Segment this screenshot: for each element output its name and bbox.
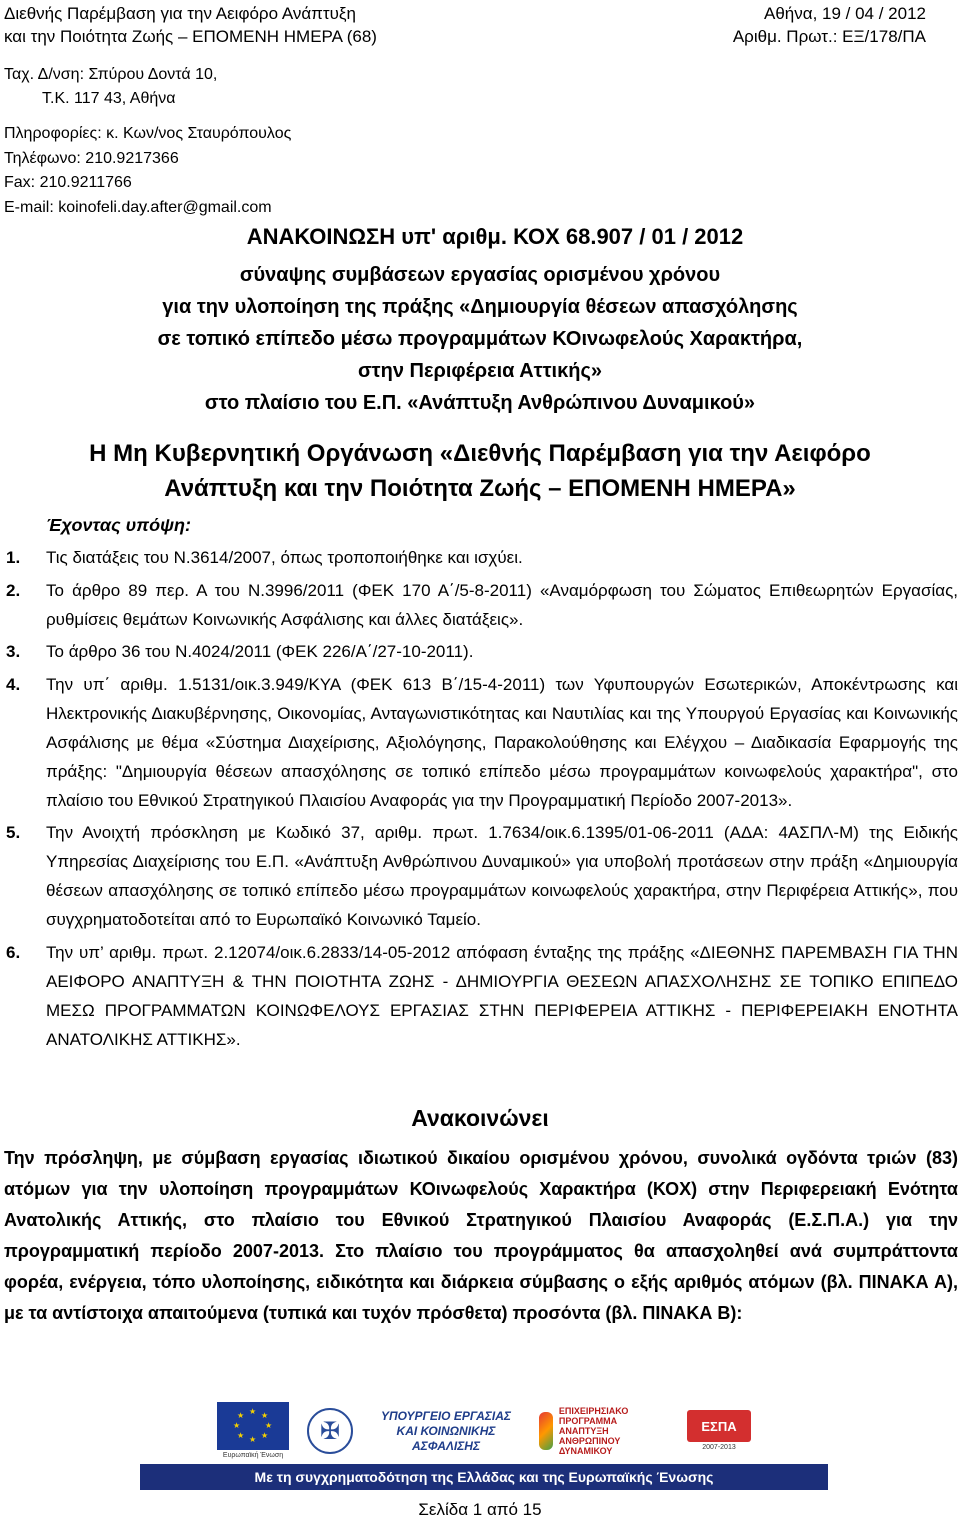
announcement-title-prefix: ΑΝΑΚΟΙΝΩΣΗ υπ' αριθμ. [246, 224, 507, 249]
subtitle-line3: σε τοπικό επίπεδο μέσω προγραμμάτων ΚΟινωφελούς Χαρακτήρα, [157, 328, 803, 350]
announcement-body: Την πρόσληψη, με σύμβαση εργασίας ιδιωτικού δικαίου ορισμένου χρόνου, συνολικά ογδόντα τριών (83) ατόμων για την υλοποίηση προγραμμάτων ΚΟινωφελούς Χαρακτήρα (ΚΟΧ) στην Περιφερειακή Ενότητα Ανατολικής Αττικής, στο πλαίσιο του Εθνικού Στρατηγικού Πλαισίου Αναφοράς (Ε.Σ.Π.Α.) για την προγραμματική περίοδο 2007-2013. Στο πλαίσιο του προγράμματος θα απασχοληθεί ανά συμπράττοντα φορέα, ενέργεια, τόπο υλοποίησης, ειδικότητα και διάρκεια σύμβασης ο εξής αριθμός ατόμων (βλ. ΠΙΝΑΚΑ Α), με τα αντίστοιχα απαιτούμενα (τυπικά και τυχόν πρόσθετα) προσόντα (βλ. ΠΙΝΑΚΑ Β): [4, 1148, 958, 1323]
list-item-number: 3. [6, 642, 21, 661]
list-item-number: 2. [6, 580, 21, 600]
date-protocol-block [733, 2, 926, 48]
program-name: ΕΠΙΧΕΙΡΗΣΙΑΚΟ ΠΡΟΓΡΑΜΜΑ ΑΝΑΠΤΥΞΗ ΑΝΘΡΩΠΙΝΟΥ ΔΥΝΑΜΙΚΟΥ [558, 1406, 629, 1456]
considering-label: Έχοντας υπόψη: [46, 515, 191, 535]
list-item [6, 818, 958, 934]
list-item-number: 5. [6, 823, 21, 842]
list-item [6, 938, 958, 1054]
greek-emblem-icon: ✠ [307, 1408, 353, 1454]
program-mark-icon [539, 1412, 553, 1450]
espa-logo [687, 1410, 751, 1452]
contact-person: Πληροφορίες: κ. Κων/νος Σταυρόπουλος [4, 125, 292, 142]
considerations-list [6, 543, 958, 1057]
eu-flag-icon: ★ ★ ★ ★ ★ ★ ★ ★ [217, 1402, 289, 1450]
organization-line1: Η Μη Κυβερνητική Οργάνωση «Διεθνής Παρέμβαση για την Αειφόρο [89, 440, 871, 467]
list-item-number: 4. [6, 674, 21, 694]
email-address[interactable]: E-mail: koinofeli.day.after@gmail.com [4, 198, 272, 216]
protocol-number: Αριθμ. Πρωτ.: ΕΞ/178/ΠΑ [732, 27, 926, 46]
announcement-title [0, 222, 960, 252]
list-item [6, 670, 958, 815]
fax-number: Fax: 210.9211766 [4, 174, 132, 191]
espa-label: ΕΣΠΑ [687, 1410, 751, 1442]
announcement-number: ΚΟΧ 68.907 / 01 / 2012 [513, 224, 744, 249]
list-item-text: Το άρθρο 89 περ. Α του Ν.3996/2011 (ΦΕΚ 170 Α΄/5-8-2011) «Αναμόρφωση του Σώματος Επιθεωρητών Εργασίας, ρυθμίσεις θεμάτων Κοινωνικής Ασφάλισης και άλλες διατάξεις». [46, 580, 958, 629]
postal-address [4, 63, 217, 111]
list-item-text: Το άρθρο 36 του Ν.4024/2011 (ΦΕΚ 226/Α΄/27-10-2011). [46, 642, 474, 661]
phone-number: Τηλέφωνο: 210.9217366 [4, 149, 179, 167]
subtitle-line4: στην Περιφέρεια Αττικής» [358, 360, 602, 382]
list-item-text: Την υπ’ αριθμ. πρωτ. 2.12074/οικ.6.2833/14-05-2012 απόφαση ένταξης της πράξης «ΔΙΕΘΝΗΣ ΠΑΡΕΜΒΑΣΗ ΓΙΑ ΤΗΝ ΑΕΙΦΟΡΟ ΑΝΑΠΤΥΞΗ & ΤΗΝ ΠΟΙΟΤΗΤΑ ΖΩΗΣ - ΔΗΜΙΟΥΡΓΙΑ ΘΕΣΕΩΝ ΑΠΑΣΧΟΛΗΣΗΣ ΣΕ ΤΟΠΙΚΟ ΕΠΙΠΕΔΟ ΜΕΣΩ ΠΡΟΓΡΑΜΜΑΤΩΝ ΚΟΙΝΩΦΕΛΟΥΣ ΕΡΓΑΣΙΑΣ ΣΤΗΝ ΠΕΡΙΦΕΡΕΙΑ ΑΤΤΙΚΗΣ - ΠΕΡΙΦΕΡΕΙΑΚΗ ΕΝΟΤΗΤΑ ΑΝΑΤΟΛΙΚΗΣ ΑΤΤΙΚΗΣ». [46, 942, 958, 1049]
announces-heading: Ανακοινώνει [411, 1105, 549, 1131]
contact-block [4, 122, 291, 220]
eu-logo [217, 1402, 289, 1460]
announcement-subtitle [0, 259, 960, 419]
list-item-text: Τις διατάξεις του Ν.3614/2007, όπως τροποποιήθηκε και ισχύει. [46, 548, 523, 567]
list-item-number: 1. [6, 548, 21, 567]
org-name-line2: και την Ποιότητα Ζωής – ΕΠΟΜΕΝΗ ΗΜΕΡΑ (68) [4, 27, 377, 46]
list-item [6, 576, 958, 634]
organization-header [4, 2, 377, 48]
list-item-text: Την Ανοιχτή πρόσκληση με Κωδικό 37, αριθμ. πρωτ. 1.7634/οικ.6.1395/01-06-2011 (ΑΔΑ: 4ΑΣΠΛ-Μ) της Ειδικής Υπηρεσίας Διαχείρισης του Ε.Π. «Ανάπτυξη Ανθρώπινου Δυναμικού» για υποβολή προτάσεων στην πράξη «Δημιουργία θέσεων απασχόλησης σε τοπικό επίπεδο μέσω προγραμμάτων κοινωφελούς χαρακτήρα, στην Περιφέρεια Αττικής», που συγχρηματοδοτείται από το Ευρωπαϊκό Κοινωνικό Ταμείο. [46, 823, 958, 929]
funding-logos [140, 1398, 828, 1464]
organization-line2: Ανάπτυξη και την Ποιότητα Ζωής – ΕΠΟΜΕΝΗ ΗΜΕΡΑ» [164, 475, 796, 502]
page-number: Σελίδα 1 από 15 [418, 1500, 542, 1519]
espa-years: 2007-2013 [702, 1444, 736, 1451]
cofinancing-strip: Με τη συγχρηματοδότηση της Ελλάδας και της Ευρωπαϊκής Ένωσης [140, 1464, 828, 1490]
list-item-number: 6. [6, 942, 21, 962]
operational-program-logo [539, 1406, 669, 1456]
funding-banner [140, 1398, 828, 1492]
ministry-name: ΥΠΟΥΡΓΕΙΟ ΕΡΓΑΣΙΑΣ ΚΑΙ ΚΟΙΝΩΝΙΚΗΣ ΑΣΦΑΛΙΣΗΣ [381, 1408, 511, 1453]
list-item-text: Την υπ΄ αριθμ. 1.5131/οικ.3.949/ΚΥΑ (ΦΕΚ 613 Β΄/15-4-2011) των Υφυπουργών Εσωτερικών, Αποκέντρωσης και Ηλεκτρονικής Διακυβέρνησης, Οικονομίας, Ανταγωνιστικότητας και Ναυτιλίας και της Υπουργού Εργασίας και Κοινωνικής Ασφάλισης με θέμα «Σύστημα Διαχείρισης, Αξιολόγησης, Παρακολούθησης και Ελέγχου – Διαδικασία Εφαρμογής της πράξης: "Δημιουργία θέσεων απασχόλησης σε τοπικό επίπεδο μέσω προγραμμάτων κοινωφελούς χαρακτήρα", στο πλαίσιο του Εθνικού Στρατηγικού Πλαισίου Αναφοράς για την Προγραμματική Περίοδο 2007-2013». [46, 674, 958, 810]
eu-caption: Ευρωπαϊκή Ένωση [222, 1452, 284, 1459]
document-date: Αθήνα, 19 / 04 / 2012 [764, 4, 926, 23]
subtitle-line1: σύναψης συμβάσεων εργασίας ορισμένου χρόνου [239, 264, 721, 286]
address-line1: Ταχ. Δ/νση: Σπύρου Δοντά 10, [4, 66, 218, 83]
subtitle-line5: στο πλαίσιο του Ε.Π. «Ανάπτυξη Ανθρώπινου Δυναμικού» [204, 392, 756, 414]
list-item [6, 637, 958, 666]
subtitle-line2: για την υλοποίηση της πράξης «Δημιουργία θέσεων απασχόλησης [162, 296, 798, 318]
list-item [6, 543, 958, 572]
org-name-line1: Διεθνής Παρέμβαση για την Αειφόρο Ανάπτυξη [4, 4, 356, 23]
organization-statement [0, 436, 960, 506]
address-line2: Τ.Κ. 117 43, Αθήνα [42, 90, 176, 107]
